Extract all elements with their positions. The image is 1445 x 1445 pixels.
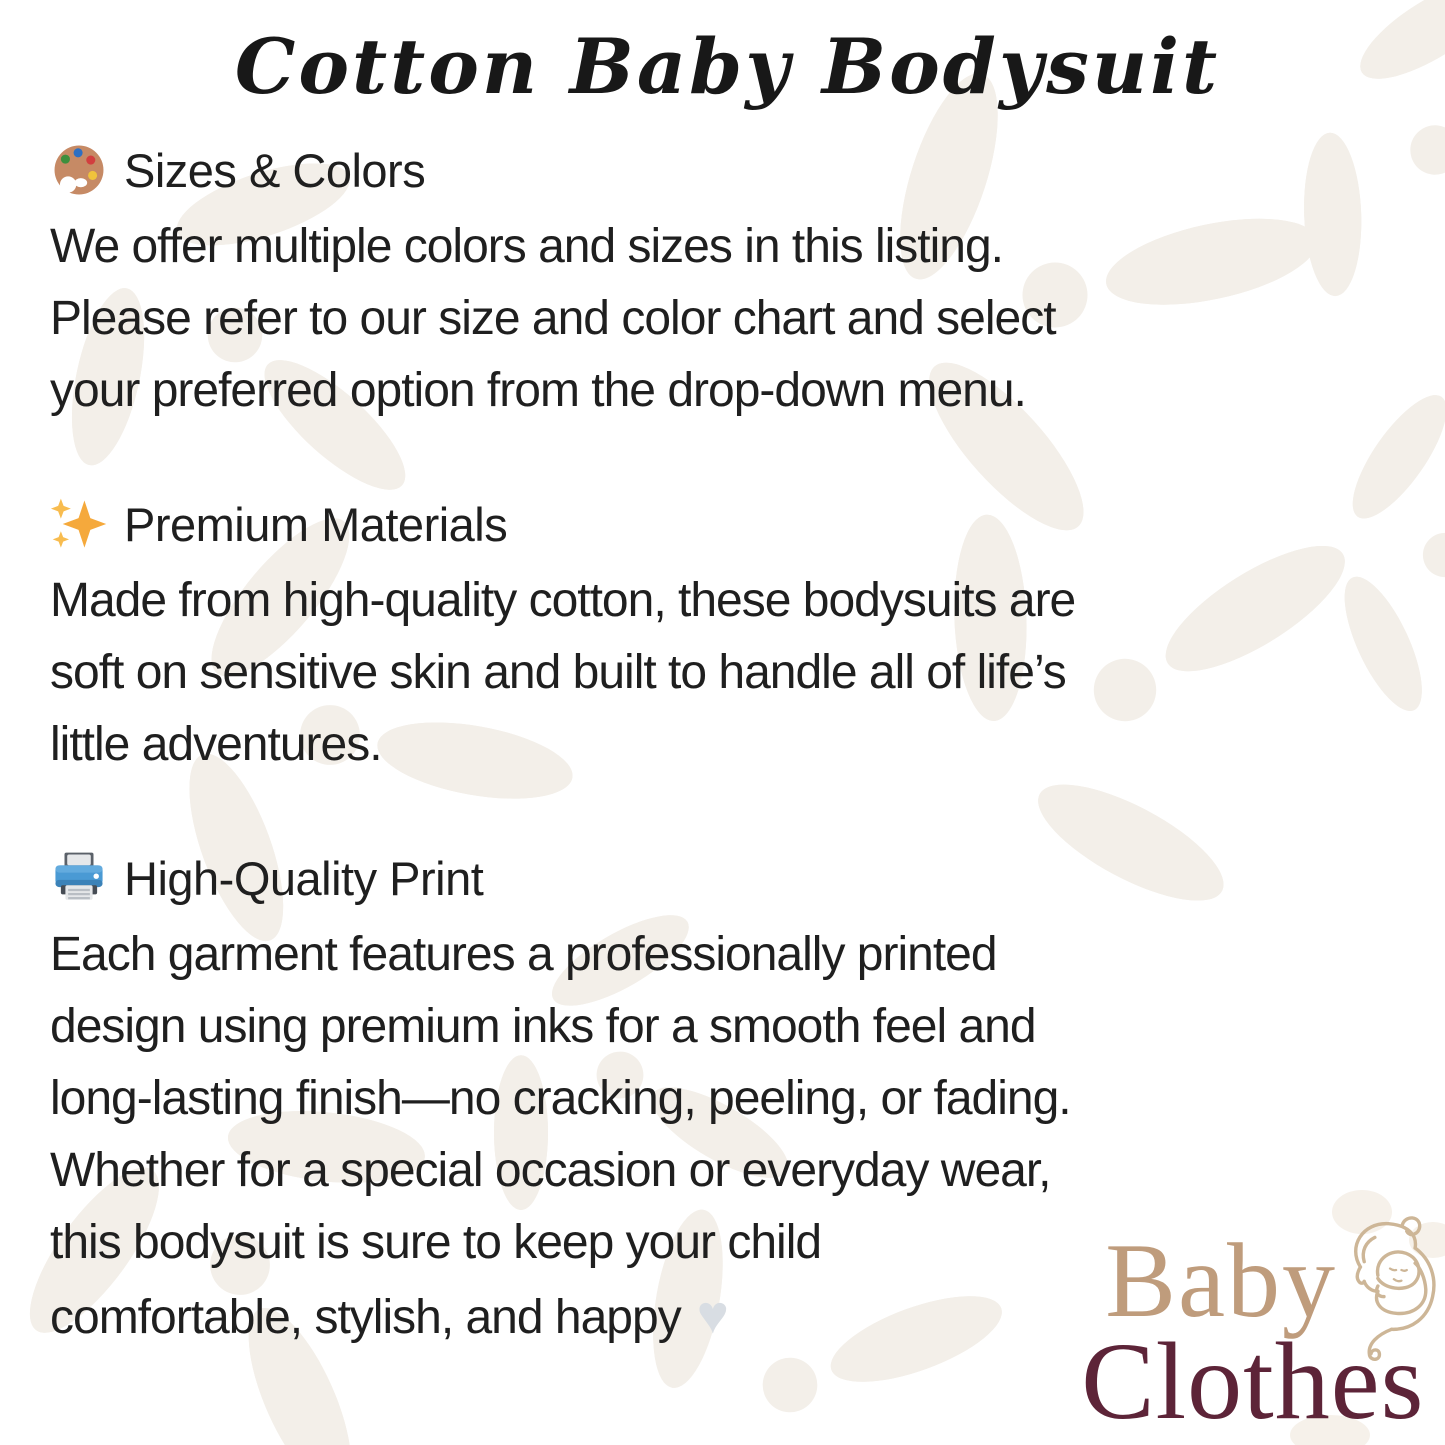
paragraph-line: your preferred option from the drop-down menu. <box>50 364 1026 417</box>
paragraph-line: long-lasting finish—no cracking, peeling, or fading. <box>50 1072 1071 1125</box>
paragraph-line: design using premium inks for a smooth feel and <box>50 1000 1036 1053</box>
paragraph-line: this bodysuit is sure to keep your child <box>50 1216 822 1269</box>
paragraph-line: little adventures. <box>50 718 382 771</box>
logo-baby-text: Baby <box>1105 1222 1337 1339</box>
printer-icon <box>50 849 108 907</box>
section-paragraph <box>50 565 1405 781</box>
brand-logo <box>1081 1222 1441 1442</box>
heart-icon: ♥ <box>696 1285 729 1345</box>
logo-clothes-text: Clothes <box>1081 1320 1425 1442</box>
paragraph-line: Made from high-quality cotton, these bodysuits are <box>50 574 1076 627</box>
paragraph-line: soft on sensitive skin and built to handle all of life’s <box>50 646 1066 699</box>
section-title: Premium Materials <box>124 497 508 551</box>
paragraph-line: Please refer to our size and color chart and select <box>50 292 1056 345</box>
section-title: Sizes & Colors <box>124 143 426 197</box>
paragraph-line: Whether for a special occasion or everyday wear, <box>50 1144 1051 1197</box>
palette-icon <box>50 141 108 199</box>
paragraph-text: comfortable, stylish, and happy <box>50 1291 681 1344</box>
section-heading-row <box>50 849 1405 907</box>
section-title: High-Quality Print <box>124 851 484 905</box>
section-sizes-colors <box>50 141 1405 427</box>
section-premium-materials <box>50 495 1405 781</box>
sparkles-icon <box>50 495 108 553</box>
paragraph-line: We offer multiple colors and sizes in this listing. <box>50 220 1003 273</box>
section-heading-row <box>50 495 1405 553</box>
section-heading-row <box>50 141 1405 199</box>
paragraph-line: Each garment features a professionally printed <box>50 928 997 981</box>
section-paragraph <box>50 211 1405 427</box>
page-title: Cotton Baby Bodysuit <box>234 22 1221 111</box>
